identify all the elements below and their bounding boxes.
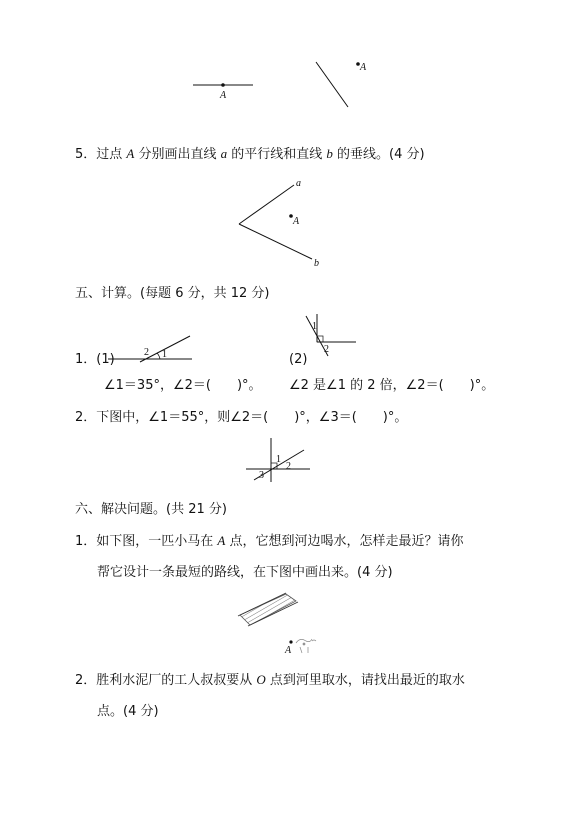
angle2-label: 2 bbox=[144, 347, 149, 358]
angle-arc bbox=[157, 353, 160, 359]
q5-mid: 分别画出直线 bbox=[134, 147, 221, 162]
q5-figure bbox=[236, 176, 326, 268]
angle1-label: 1 bbox=[312, 321, 317, 332]
line-a-label: a bbox=[296, 178, 301, 189]
solve-q1-line2: 帮它设计一条最短的路线，在下图中画出来。(4 分) bbox=[97, 565, 393, 580]
solve-q2-line2: 点。(4 分) bbox=[97, 704, 159, 719]
solve-q1-a: A bbox=[217, 533, 226, 548]
q5-mid2: 的平行线和直线 bbox=[227, 147, 327, 162]
calc-q1-line2: ∠2 是∠1 的 2 倍，∠2＝( )°。 bbox=[289, 378, 495, 393]
q5-line-b: b bbox=[326, 146, 333, 161]
horse-icon bbox=[296, 639, 316, 653]
river bbox=[240, 594, 296, 625]
q5-num: 5．过点 bbox=[75, 147, 127, 162]
q5-a-point: A bbox=[126, 146, 135, 161]
calc2-figure bbox=[302, 312, 362, 360]
angle2-label: 2 bbox=[324, 344, 329, 355]
solve-q2-pre: 2．胜利水泥厂的工人叔叔要从 bbox=[75, 673, 257, 688]
point-a-right-label: A bbox=[360, 62, 367, 73]
q5-text bbox=[75, 146, 425, 163]
calc-q1-line1: ∠1＝35°，∠2＝( )°。 bbox=[104, 378, 262, 393]
horse-point bbox=[289, 640, 292, 643]
calc3-figure bbox=[246, 436, 316, 484]
top-figure bbox=[190, 58, 370, 110]
calc-q1-prefix: 1．(1) bbox=[75, 352, 115, 367]
slanted-line bbox=[316, 62, 348, 107]
line-b-label: b bbox=[314, 258, 319, 269]
angle3-label: 3 bbox=[259, 470, 264, 481]
line-a bbox=[239, 185, 294, 224]
section6-title: 六、解决问题。(共 21 分) bbox=[75, 502, 227, 517]
solve-q1-post: 点，它想到河边喝水，怎样走最近？请你 bbox=[225, 534, 464, 549]
calc-q1-part2: (2) bbox=[289, 352, 308, 367]
solve-q2-o: O bbox=[256, 672, 266, 687]
calc1-figure bbox=[108, 332, 198, 364]
solve-q1-pre: 1．如下图，一匹小马在 bbox=[75, 534, 218, 549]
solve-q1-line1 bbox=[75, 533, 464, 550]
point-a-label: A bbox=[293, 216, 300, 227]
horse-figure bbox=[238, 591, 326, 659]
horse-point-label: A bbox=[285, 645, 292, 656]
point-a-left-label: A bbox=[220, 90, 227, 101]
angle1-label: 1 bbox=[162, 349, 167, 360]
calc-q2: 2．下图中，∠1＝55°，则∠2＝( )°，∠3＝( )°。 bbox=[75, 410, 408, 425]
angle1-label: 1 bbox=[276, 454, 281, 465]
solve-q2-line1 bbox=[75, 672, 465, 689]
section5-title: 五、计算。(每题 6 分，共 12 分) bbox=[75, 286, 270, 301]
angle2-label: 2 bbox=[286, 461, 291, 472]
q5-line-a: a bbox=[220, 146, 228, 161]
point-a-left bbox=[221, 83, 225, 87]
q5-end: 的垂线。(4 分) bbox=[332, 147, 425, 162]
line-b bbox=[239, 224, 312, 259]
solve-q2-post: 点到河里取水，请找出最近的取水 bbox=[265, 673, 465, 688]
